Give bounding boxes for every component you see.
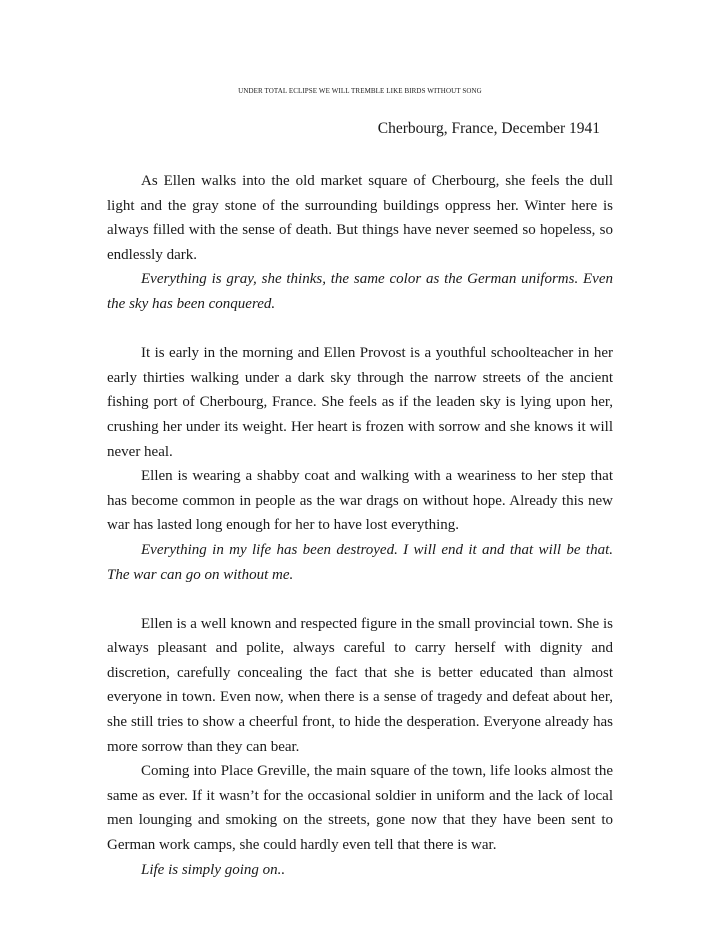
running-header: UNDER TOTAL ECLIPSE WE WILL TREMBLE LIKE BIRDS WITHOUT SONG: [238, 87, 482, 95]
italic-thought: Everything in my life has been destroyed. I will end it and that will be that. The war can go on without me.: [107, 541, 613, 583]
paragraph: It is early in the morning and Ellen Provost is a youthful schoolteacher in her early thirties walking under a dark sky through the narrow streets of the ancient fishing port of Cherbourg, France. She feels as if the leaden sky is lying upon her, crushing her under its weight. Her heart is frozen with sorrow and she knows it will never heal.: [107, 345, 613, 460]
body-text: [107, 169, 613, 882]
paragraph: Coming into Place Greville, the main square of the town, life looks almost the same as ever. If it wasn’t for the occasional soldier in uniform and the lack of local men lounging and smoking on the streets, gone now that they have been sent to German work camps, she could hardly even tell that there is war.: [107, 763, 613, 854]
paragraph: Ellen is wearing a shabby coat and walking with a weariness to her step that has become common in people as the war drags on without hope. Already this new war has lasted long enough for her to have lost everything.: [107, 468, 613, 534]
paragraph: As Ellen walks into the old market square of Cherbourg, she feels the dull light and the gray stone of the surrounding buildings oppress her. Winter here is always filled with the sense of death. But things have never seemed so hopeless, so endlessly dark.: [107, 173, 613, 263]
dateline: Cherbourg, France, December 1941: [377, 120, 600, 137]
italic-thought: Everything is gray, she thinks, the same color as the German uniforms. Even the sky has been conquered.: [107, 271, 613, 312]
italic-thought: Life is simply going on..: [141, 861, 286, 878]
paragraph: Ellen is a well known and respected figure in the small provincial town. She is always pleasant and polite, always careful to carry herself with dignity and discretion, carefully concealing the fact that she is better educated than almost everyone in town. Even now, when there is a sense of tragedy and defeat about her, she still tries to show a cheerful front, to hide the desperation. Everyone already has more sorrow than they can bear.: [107, 615, 613, 755]
